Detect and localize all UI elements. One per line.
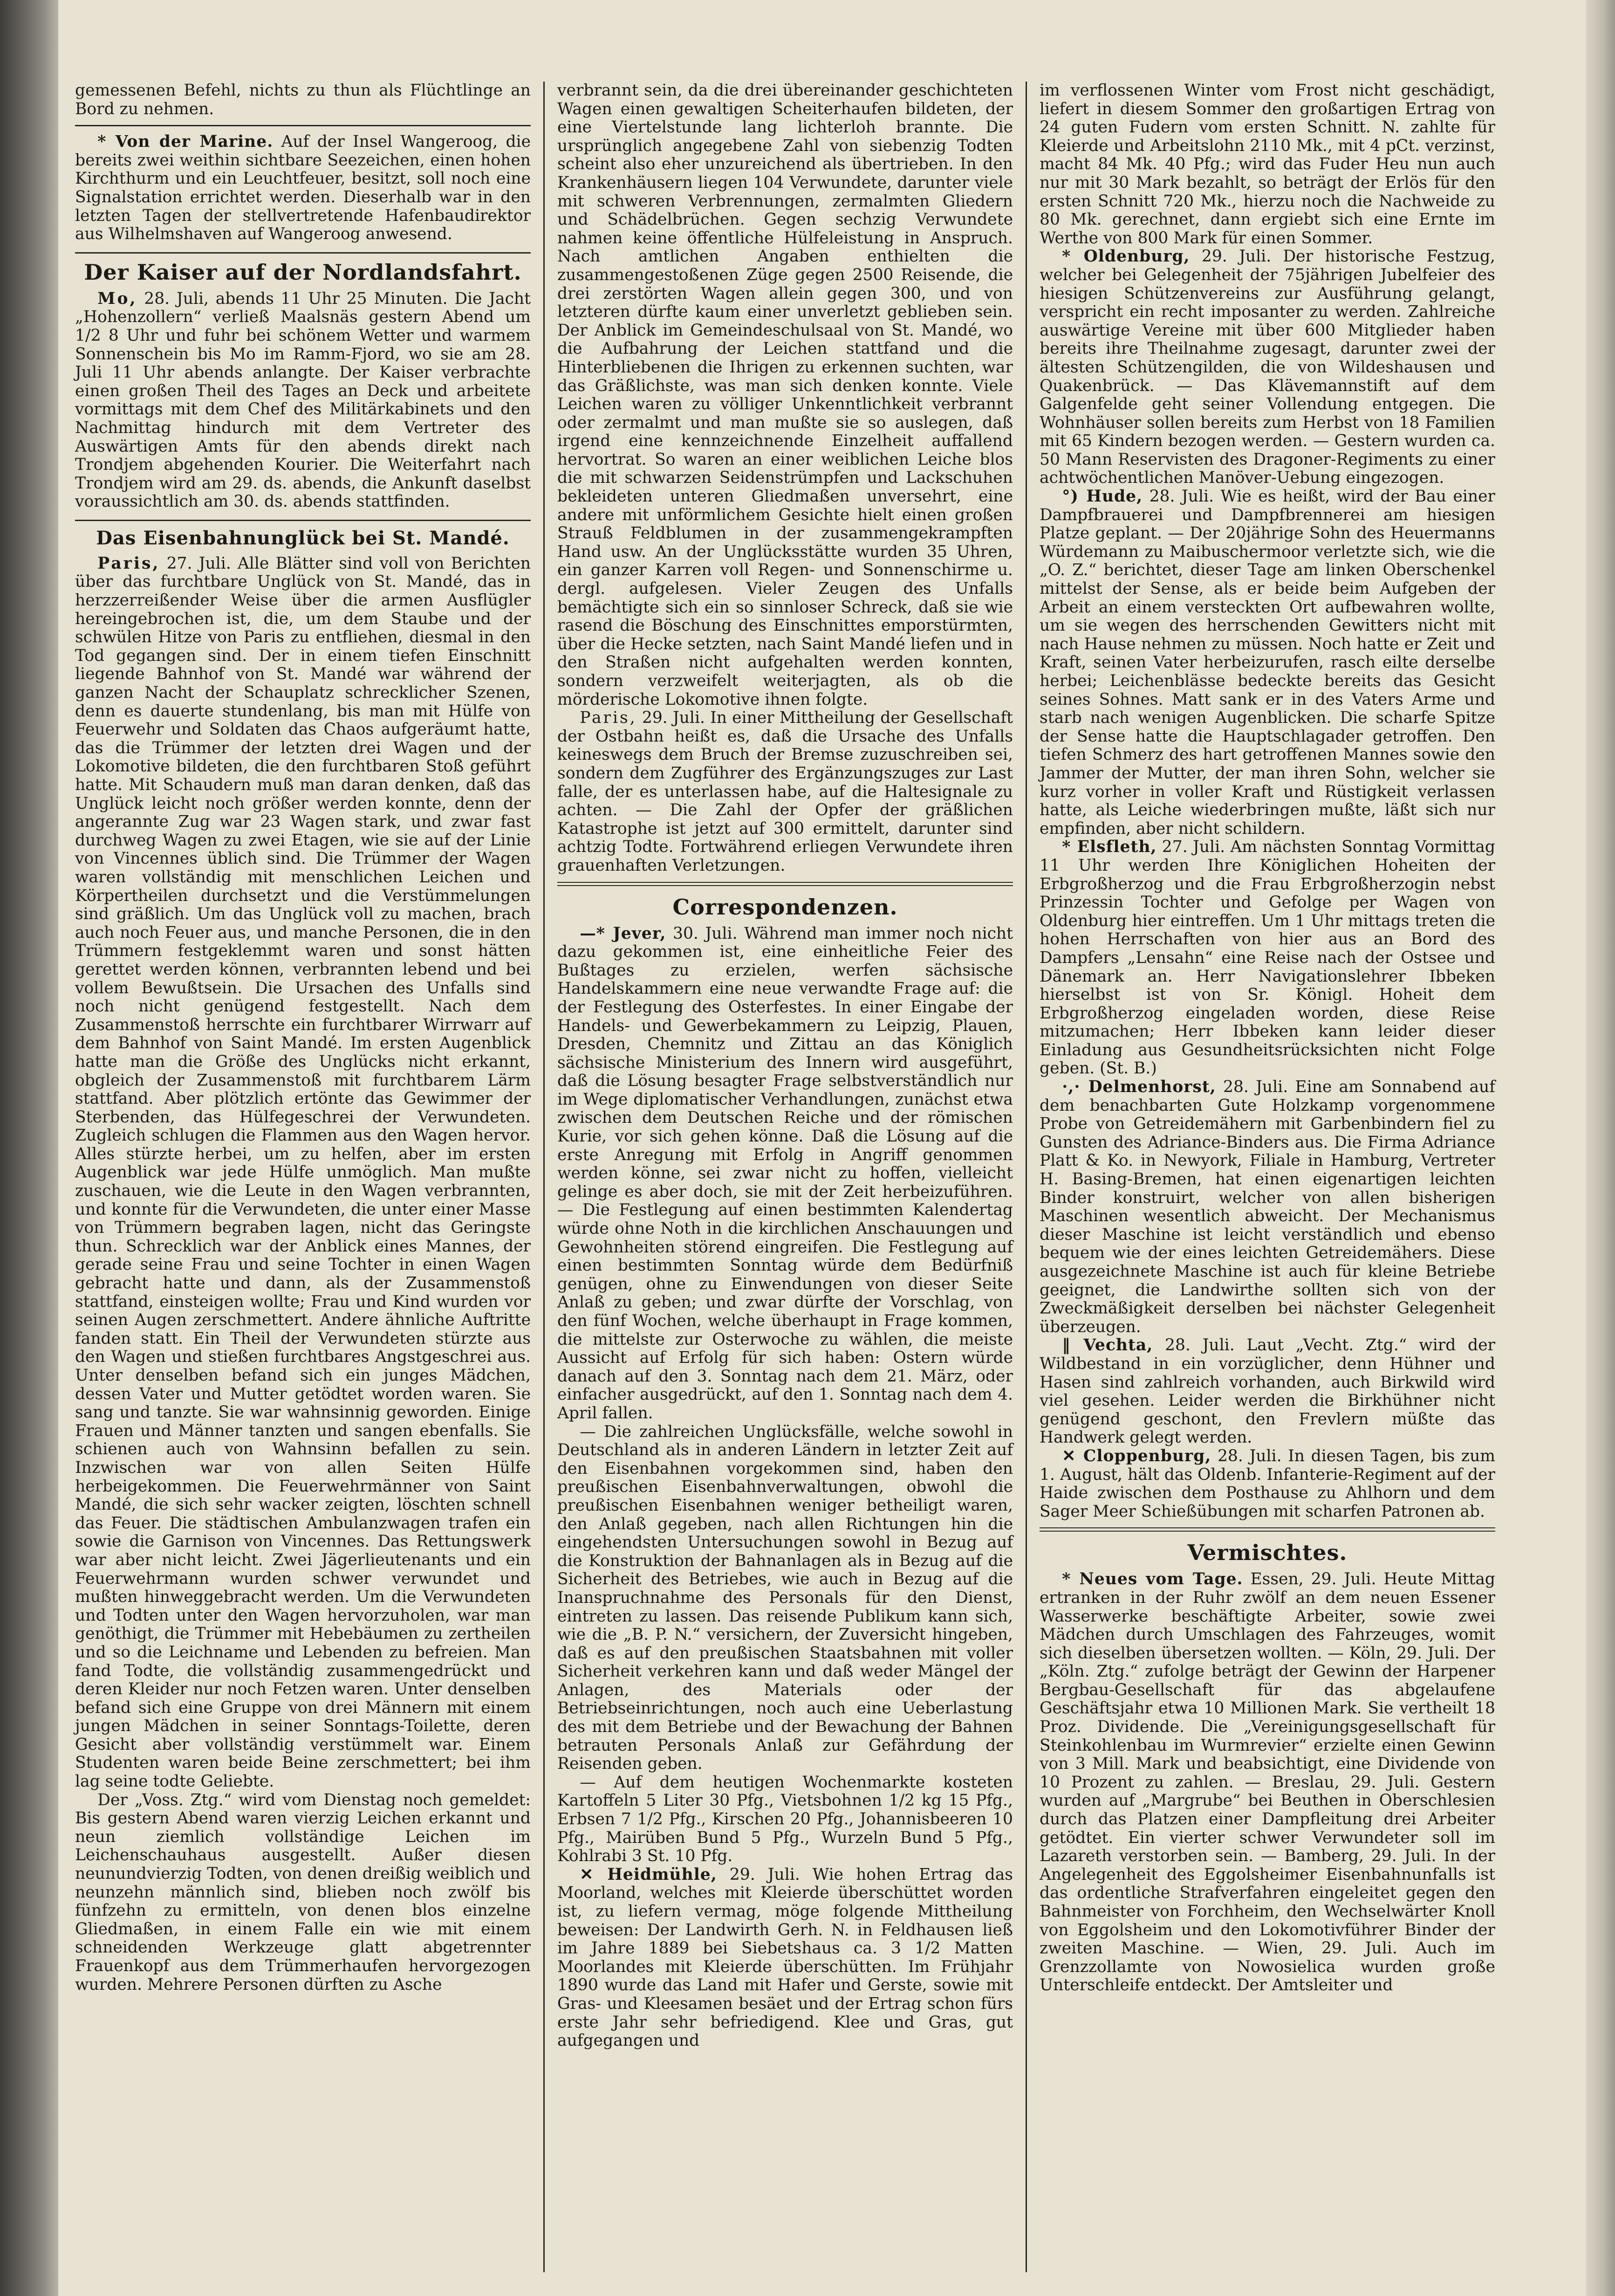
article-paragraph — [1040, 838, 1495, 1078]
article-text: gemessenen Befehl, nichts zu thun als Flüchtlinge an Bord zu nehmen. — [75, 82, 531, 118]
article-text: 28. Juli. In diesen Tagen, bis zum 1. August, hält das Oldenb. Infanterie-Regiment auf der Haide zwischen dem Posthause zu Ahlhorn und dem Sager Meer Schießübungen mit scharfen Patronen ab. — [1040, 1446, 1496, 1521]
article-paragraph — [557, 925, 1013, 1423]
column-1 — [68, 82, 538, 2272]
article-text: 30. Juli. Während man immer noch nicht dazu gekommen ist, eine einheitliche Feier des Bußtages zu erzielen, werfen sächsische Handelskammern eine neue verwandte Frage auf: die der Festlegung des Osterfestes. In einer Eingabe der Handels- und Gewerbekammern zu Leipzig, Plauen, Dresden, Chemnitz und Zittau an das Königlich sächsische Ministerium des Innern wird ausgeführt, daß die Lösung besagter Frage selbstverständlich nur im Wege diplomatischer Verhandlungen, zunächst etwa zwischen dem Deutschen Reiche und der römischen Kurie, vor sich gehen könne. Daß die Lösung auf die erste Anregung mit Erfolg in Angriff genommen werden könne, sei zwar nicht zu hoffen, vielleicht gelinge es aber doch, sie mit der Zeit herbeizuführen. — Die Festlegung auf einen bestimmten Kalendertag würde ohne Noth in die kirchlichen Anschauungen und Gewohnheiten störend eingreifen. Die Festlegung auf einen bestimmten Sonntag würde dem Bedürfniß genügen, ohne zu Einwendungen von dieser Seite Anlaß zu geben; und zwar dürfte der Vorschlag, von den fünf Wochen, welche überhaupt in Frage kommen, die mittelste zur Osterwoche zu wählen, die meiste Aussicht auf Erfolg für sich haben: Ostern würde danach auf den 3. Sonntag nach dem 21. März, oder einfacher ausgedrückt, auf den 1. Sonntag nach dem 4. April fallen. — [557, 924, 1013, 1423]
article-lead: Paris, — [580, 708, 637, 728]
article-paragraph — [1040, 488, 1495, 838]
article-paragraph — [75, 290, 531, 511]
article-paragraph — [1040, 1570, 1495, 1995]
text-columns — [68, 82, 1535, 2272]
article-paragraph — [557, 1866, 1013, 2050]
article-text: 29. Juli. Wie hohen Ertrag das Moorland, welches mit Kleierde überschüttet worden ist, zu liefern vermag, möge folgende Mittheilung beweisen: Der Landwirth Gerh. N. in Feldhausen ließ im Jahre 1889 bei Siebetshaus ca. 3 1/2 Matten Moorlandes mit Kleierde überschütten. Im Frühjahr 1890 wurde das Land mit Hafer und Gerste, sowie mit Gras- und Kleesamen besäet und der Ertrag schon fürs erste Jahr sehr befriedigend. Klee und Gras, gut aufgegangen und — [557, 1865, 1013, 2050]
section-rule — [75, 125, 531, 126]
article-paragraph — [1040, 247, 1495, 488]
section-heading: Das Eisenbahnunglück bei St. Mandé. — [75, 520, 531, 550]
column-rule — [1026, 82, 1027, 2272]
article-text: — Die zahlreichen Unglücksfälle, welche sowohl in Deutschland als in anderen Ländern in letzter Zeit auf den Eisenbahnen vorgekommen sind, haben den preußischen Eisenbahnverwaltungen, obwohl die preußischen Eisenbahnen weniger betheiligt waren, den Anlaß gegeben, nach allen Richtungen hin die eingehendsten Untersuchungen sowohl in Bezug auf die Konstruktion der Bahnanlagen als in Bezug auf die Sicherheit des Betriebes, wie auch in Bezug auf die Inanspruchnahme des Personals für den Dienst, eintreten zu lassen. Das reisende Publikum kann sich, wie die „B. P. N.“ versichern, der Zuversicht hingeben, daß es auf den preußischen Staatsbahnen mit voller Sicherheit verkehren kann und daß weder Mängel der Anlagen, des Materials oder der Betriebseinrichtungen, noch auch eine Ueberlastung des mit dem Betriebe und der Bewachung der Bahnen betrauten Personals Anlaß zur Gefährdung der Reisenden geben. — [557, 1422, 1013, 1774]
article-text: Auf der Insel Wangeroog, die bereits zwei weithin sichtbare Seezeichen, einen hohen Kirchthurm und ein Leuchtfeuer, besitzt, soll noch eine Signalstation errichtet werden. Dieserhalb war in den letzten Tagen der stellvertretende Hafenbaudirektor aus Wilhelmshaven auf Wangeroog anwesend. — [75, 132, 531, 244]
article-text: 29. Juli. Der historische Festzug, welcher bei Gelegenheit der 75jährigen Jubelfeier des hiesigen Schützenvereins zur Ausführung gelangt, verspricht ein recht imposanter zu werden. Zahlreiche auswärtige Vereine mit über 600 Mitglieder haben bereits ihre Theilnahme zugesagt, darunter zwei der ältesten Schützengilden, die von Wildeshausen und Quakenbrück. — Das Klävemannstift auf dem Galgenfelde geht seiner Vollendung entgegen. Die Wohnhäuser sollen bereits zum Herbst von 18 Familien mit 65 Kindern bezogen werden. — Gestern wurden ca. 50 Mann Reservisten des Dragoner-Regiments zu einer achtwöchentlichen Manöver-Uebung eingezogen. — [1040, 247, 1496, 488]
article-text: 28. Juli. Eine am Sonnabend auf dem benachbarten Gute Holzkamp vorgenommene Probe von Getreidemähern mit Garbenbindern fiel zu Gunsten des Adriance-Binders aus. Die Firma Adriance Platt & Ko. in Newyork, Filiale in Hamburg, Vertreter H. Basing-Bremen, hat einen eigenartigen leichten Binder konstruirt, welcher von allen bisherigen Maschinen wesentlich abweicht. Der Mechanismus dieser Maschine ist leicht verständlich und ebenso bequem wie der eines leichten Getreidemähers. Diese ausgezeichnete Maschine ist auch für kleine Betriebe geeignet, die Landwirthe sollten sich von der Zweckmäßigkeit derselben bei nächster Gelegenheit überzeugen. — [1040, 1078, 1496, 1336]
article-lead: * Von der Marine. — [97, 132, 274, 151]
article-lead: ‖ Vechta, — [1062, 1336, 1153, 1355]
article-lead: °) Hude, — [1062, 487, 1143, 506]
article-paragraph — [75, 555, 531, 1791]
article-paragraph — [75, 133, 531, 244]
article-text: 29. Juli. In einer Mittheilung der Gesellschaft der Ostbahn heißt es, daß die Ursache des Unfalls keineswegs dem Bruch der Bremse zuzuschreiben sei, sondern dem Zugführer des Ergänzungszuges zur Last falle, der es unterlassen habe, auf die Haltesignale zu achten. — Die Zahl der Opfer der gräßlichen Katastrophe ist jetzt auf 300 ermittelt, darunter sind achtzig Todte. Fortwährend erliegen Verwundete ihren grauenhaften Verletzungen. — [557, 708, 1013, 875]
column-3 — [1032, 82, 1503, 2272]
page-edge — [1586, 0, 1615, 2296]
article-lead: ✕ Heidmühle, — [580, 1865, 717, 1884]
article-lead: ✕ Cloppenburg, — [1062, 1446, 1211, 1465]
article-text: 27. Juli. Am nächsten Sonntag Vormittag 11 Uhr werden Ihre Königlichen Hoheiten der Erbgroßherzog und die Frau Erbgroßherzogin nebst Prinzessin Tochter und Gefolge per Wagen von Oldenburg hier eintreffen. Um 1 Uhr mittags treten die hohen Herrschaften von hier aus an Bord des Dampfers „Lensahn“ eine Reise nach der Ostsee und Dänemark an. Herr Navigationslehrer Ibbeken hierselbst ist von Sr. Königl. Hoheit dem Erbgroßherzog eingeladen worden, diese Reise mitzumachen; Herr Ibbeken kann leider dieser Einladung aus Gesundheitsrücksichten nicht Folge geben. (St. B.) — [1040, 838, 1496, 1078]
article-paragraph — [1040, 1078, 1495, 1336]
article-lead: ·,· Delmenhorst, — [1062, 1078, 1216, 1097]
section-heading: Correspondenzen. — [672, 894, 898, 920]
section-rule — [1040, 1527, 1495, 1528]
article-lead: —* Jever, — [580, 924, 666, 943]
article-text: Der „Voss. Ztg.“ wird vom Dienstag noch gemeldet: Bis gestern Abend waren vierzig Leichen erkannt und neun ziemlich vollständige Leichen im Leichenschauhaus ausgestellt. Außer diesen neunundvierzig Todten, von denen dreißig weiblich und neunzehn männlich sind, blieben noch zwölf bis fünfzehn zu ermitteln, von denen blos einzelne Gliedmaßen, in einem Falle ein wie mit einem schneidenden Werkzeuge glatt abgetrennter Frauenkopf aus dem Trümmerhaufen hervorgezogen wurden. Mehrere Personen dürften zu Asche — [75, 1790, 531, 1994]
article-text: 28. Juli. Wie es heißt, wird der Bau einer Dampfbrauerei und Dampfbrennerei am hiesigen Platze geplant. — Der 20jährige Sohn des Heuermanns Würdemann zu Maibuschermoor verletzte sich, wie die „O. Z.“ berichtet, dieser Tage am linken Oberschenkel mittelst der Sense, als er beide beim Aufgeben der Arbeit an einem versteckten Ort aufbewahren wollte, um sie wegen des herrschenden Gewitters nicht mit nach Hause nehmen zu müssen. Noch hatte er Zeit und Kraft, seinen Vater herbeizurufen, rasch eilte derselbe herbei; Leichenblässe bedeckte bereits das Gesicht seines Sohnes. Matt sank er in des Vaters Arme und starb nach wenigen Augenblicken. Die scharfe Spitze der Sense hatte die Hauptschlagader getroffen. Den tiefen Schmerz des hart getroffenen Mannes sowie den Jammer der Mutter, der man ihren Sohn, welcher sie kurz vorher in voller Kraft und Rüstigkeit verlassen hatte, als Leiche wiederbringen mußte, läßt sich nur empfinden, aber nicht schildern. — [1040, 487, 1495, 838]
article-paragraph — [1040, 1336, 1495, 1447]
article-lead: Paris, — [97, 554, 160, 573]
article-lead: Mo, — [97, 289, 137, 308]
article-text: im verflossenen Winter vom Frost nicht geschädigt, liefert in diesem Sommer den großartigen Ertrag von 24 guten Fudern vom ersten Schnitt. N. zahlte für Kleierde und Arbeitslohn 2110 Mk., mit 4 pCt. verzinst, macht 84 Mk. 40 Pfg.; wird das Fuder Heu nun auch nur mit 30 Mark bezahlt, so beträgt der Erlös für den ersten Schnitt 720 Mk., hierzu noch die Nachweide zu 80 Mk. gerechnet, dann ergiebt sich eine Ernte im Werthe von 800 Mark für einen Sommer. — [1040, 82, 1495, 247]
section-rule — [557, 882, 1013, 883]
article-paragraph — [557, 709, 1013, 875]
article-lead: * Neues vom Tage. — [1062, 1570, 1243, 1589]
article-text: 28. Juli. Laut „Vecht. Ztg.“ wird der Wildbestand in ein vorzüglicher, denn Hühner und Hasen sind zahlreich vorhanden, auch Birkwild wird viel gesehen. Leider werden die Birkhühner nicht genügend geschont, den Frevlern müßte das Handwerk gelegt werden. — [1040, 1336, 1496, 1447]
article-lead: * Oldenburg, — [1062, 247, 1190, 266]
article-text: — Auf dem heutigen Wochenmarkte kosteten Kartoffeln 5 Liter 30 Pfg., Vietsbohnen 1/2 kg 15 Pfg., Erbsen 7 1/2 Pfg., Kirschen 20 Pfg., Johannisbeeren 10 Pfg., Mairüben Bund 5 Pfg., Wurzeln Bund 5 Pfg., Kohlrabi 3 St. 10 Pfg. — [557, 1773, 1013, 1866]
column-rule — [543, 82, 545, 2272]
book-binding — [0, 0, 58, 2296]
article-lead: * Elsfleth, — [1062, 838, 1157, 857]
article-paragraph — [1040, 1447, 1495, 1521]
section-heading: Vermischtes. — [1187, 1540, 1348, 1566]
article-text: verbrannt sein, da die drei übereinander geschichteten Wagen einen gewaltigen Scheiterhaufen bildeten, der eine Viertelstunde lang lichterloh brannte. Die ursprünglich angegebene Zahl von siebenzig Todten scheint also eher unzureichend als übertrieben. In den Krankenhäusern liegen 104 Verwundete, darunter viele mit schweren Verbrennungen, zermalmten Gliedern und Schädelbrüchen. Gegen sechzig Verwundete nahmen keine öffentliche Hülfeleistung in Anspruch. Nach amtlichen Angaben enthielten die zusammengestoßenen Züge gegen 2500 Reisende, die drei zerstörten Wagen allein gegen 300, und von letzteren dürfte kaum einer unverletzt geblieben sein. Der Anblick im Gemeindeschulsaal von St. Mandé, wo die Aufbahrung der Leichen stattfand und die Hinterbliebenen die Ihrigen zu erkennen suchten, war das Gräßlichste, was man sich denken konnte. Viele Leichen waren zu völliger Unkenntlichkeit verbrannt oder zermalmt und man mußte sie so auslegen, daß irgend eine kennzeichnende Einzelheit auffallend hervortrat. So waren an einer weiblichen Leiche blos die mit schwarzen Seidenstrümpfen und Lackschuhen bekleideten unteren Gliedmaßen unversehrt, eine andere mit unförmlichem Gesichte hielt einen großen Strauß Feldblumen in der zusammengekrampften Hand usw. An der Unglücksstätte wurden 35 Uhren, ein ganzer Karren voll Regen- und Sonnenschirme u. dergl. aufgelesen. Vieler Zeugen des Unfalls bemächtigte sich ein so sinnloser Schreck, daß sie wie rasend die Böschung des Einschnittes emporstürmten, über die Hecke setzten, nach Saint Mandé liefen und in den Straßen nicht aufgehalten werden konnten, sondern verzweifelt weiterjagten, als ob die mörderische Lokomotive ihnen folgte. — [557, 82, 1013, 709]
article-text: Essen, 29. Juli. Heute Mittag ertranken in der Ruhr zwölf an dem neuen Essener Wasserwerke beschäftigte Arbeiter, sowie zwei Mädchen durch Umschlagen des Fahrzeuges, womit sich dieselben übersetzen wollten. — Köln, 29. Juli. Der „Köln. Ztg.“ zufolge beträgt der Gewinn der Harpener Bergbau-Gesellschaft für das abgelaufene Geschäftsjahr etwa 10 Millionen Mark. Sie vertheilt 18 Proz. Dividende. Die „Vereinigungsgesellschaft für Steinkohlenbau im Wurmrevier“ erzielte einen Gewinn von 3 Mill. Mark und beabsichtigt, eine Dividende von 10 Prozent zu zahlen. — Breslau, 29. Juli. Gestern wurden auf „Margrube“ bei Beuthen in Oberschlesien durch das Platzen einer Dampfleitung drei Arbeiter getödtet. Ein vierter schwer Verwundeter soll im Lazareth verstorben sein. — Bamberg, 29. Juli. In der Angelegenheit des Eggolsheimer Eisenbahnunfalls ist das ordentliche Strafverfahren eingeleitet gegen den Bahnmeister von Forchheim, den Wechselwärter Knoll von Eggolsheim und den Lokomotivführer Binder der zweiten Maschine. — Wien, 29. Juli. Auch im Grenzzollamte von Nowosielica wurden große Unterschleife entdeckt. Der Amtsleiter und — [1040, 1570, 1496, 1995]
column-2 — [550, 82, 1020, 2272]
article-text: 28. Juli, abends 11 Uhr 25 Minuten. Die Jacht „Hohenzollern“ verließ Maalsnäs gestern Abend um 1/2 8 Uhr und fuhr bei schönem Wetter und warmem Sonnenschein bis Mo im Ramm-Fjord, wo sie am 28. Juli 11 Uhr abends anlangte. Der Kaiser verbrachte einen großen Theil des Tages an Deck und arbeitete vormittags mit dem Chef des Militärkabinets und den Nachmittag hindurch mit dem Vertreter des Auswärtigen Amts für den abends direkt nach Trondjem abgehenden Kourier. Die Weiterfahrt nach Trondjem wird am 29. ds. abends, die Ankunft daselbst voraussichtlich am 30. ds. abends stattfinden. — [75, 289, 531, 511]
section-heading: Der Kaiser auf der Nordlandsfahrt. — [75, 252, 531, 285]
article-text: 27. Juli. Alle Blätter sind voll von Berichten über das furchtbare Unglück von St. Mandé, das in herzzerreißender Weise über die armen Ausflügler hereingebrochen ist, die, um dem Staube und der schwülen Hitze von Paris zu entfliehen, diesmal in den Tod gegangen sind. Der in einem tiefen Einschnitt liegende Bahnhof von St. Mandé war während der ganzen Nacht der Schauplatz schrecklicher Szenen, denn es dauerte stundenlang, bis man mit Hülfe von Feuerwehr und Soldaten das Chaos aufgeräumt hatte, das die Trümmer der letzten drei Wagen und der Lokomotive bildeten, die den furchtbaren Stoß geführt hatte. Mit Schaudern muß man daran denken, daß das Unglück leicht noch größer werden konnte, denn der angerannte Zug war 23 Wagen stark, und zwar fast durchweg Wagen zu zwei Etagen, wie sie auf der Linie von Vincennes üblich sind. Die Trümmer der Wagen waren vollständig mit menschlichen Leichen und Körpertheilen durchsetzt und die Verstümmelungen sind gräßlich. Um das Unglück voll zu machen, brach auch noch Feuer aus, und manche Personen, die in den Trümmern festgeklemmt waren und sonst hätten gerettet werden können, verbrannten lebend und bei vollem Bewußtsein. Die Ursachen des Unfalls sind noch nicht genügend festgestellt. Nach dem Zusammenstoß herrschte ein furchtbarer Wirrwarr auf dem Bahnhof von Saint Mandé. Im ersten Augenblick hatte man die Größe des Unglücks nicht erkannt, obgleich der Zusammenstoß mit furchtbarem Lärm stattfand. Aber plötzlich ertönte das Gewimmer der Sterbenden, das Hülfegeschrei der Verwundeten. Zugleich schlugen die Flammen aus den Wagen hervor. Alles stürzte herbei, um zu helfen, aber im ersten Augenblick war jede Hülfe unmöglich. Man mußte zuschauen, wie die Leute in den Wagen verbrannten, und konnte für die Verwundeten, die unter einer Masse von Trümmern begraben lagen, nicht das Geringste thun. Schrecklich war der Anblick eines Mannes, der gerade seine Frau und seine Tochter in einen Wagen gebracht hatte und dann, als der Zusammenstoß stattfand, einsteigen wollte; Frau und Kind wurden vor seinen Augen zerschmettert. Andere ähnliche Auftritte fanden statt. Ein Theil der Verwundeten stürzte aus den Wagen und stießen furchtbares Angstgeschrei aus. Unter denselben befand sich ein junges Mädchen, dessen Vater und Mutter getödtet worden waren. Sie sang und tanzte. Sie war wahnsinnig geworden. Einige Frauen und Männer tanzten und sangen ebenfalls. Sie schienen auch von Wahnsinn befallen zu sein. Inzwischen war von allen Seiten Hülfe herbeigekommen. Die Feuerwehrmänner von Saint Mandé, die sich sehr wacker zeigten, löschten schnell das Feuer. Die städtischen Ambulanzwagen trafen ein sowie die Garnison von Vincennes. Das Rettungswerk war aber nicht leicht. Zwei Jägerlieutenants und ein Feuerwehrmann wurden schwer verwundet und mußten hinweggebracht werden. Um die Verwundeten und Todten unter den Wagen hervorzuholen, war man genöthigt, die Trümmer mit Hebebäumen zu zertheilen und so die Leichname und Lebenden zu befreien. Man fand Todte, die vollständig zusammengedrückt und deren Kleider nur noch Fetzen waren. Unter denselben befand sich eine Gruppe von drei Männern mit einem jungen Mädchen in seiner Sonntags-Toilette, deren Gesicht aber vollständig verstümmelt war. Einem Studenten waren beide Beine zerschmettert; bei ihm lag seine todte Geliebte. — [75, 554, 531, 1791]
